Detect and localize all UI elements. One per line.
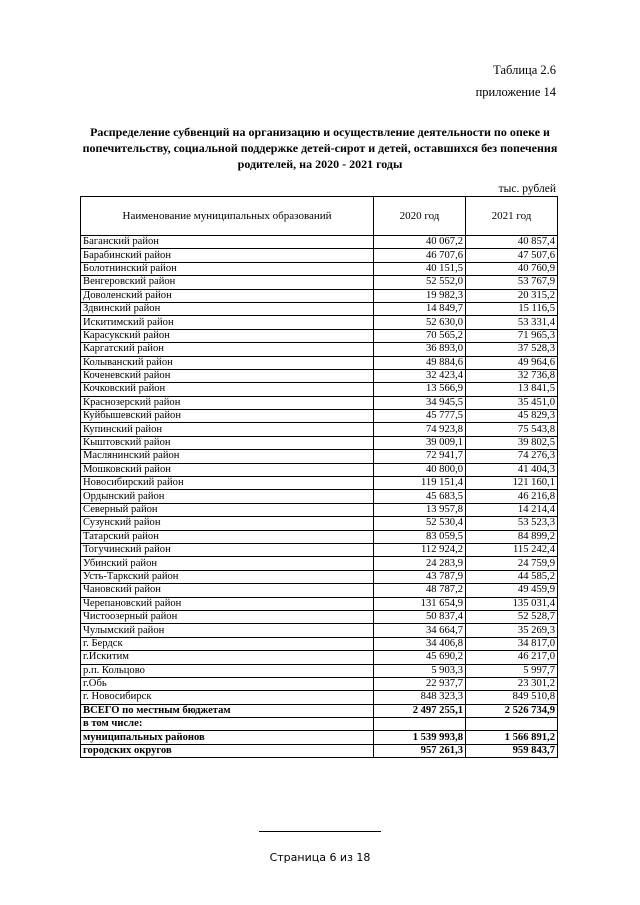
cell-name: городских округов	[81, 744, 374, 757]
cell-name: Коченевский район	[81, 369, 374, 382]
cell-2021: 35 269,3	[466, 624, 558, 637]
cell-2021: 13 841,5	[466, 383, 558, 396]
cell-2020: 34 664,7	[374, 624, 466, 637]
page-number: Страница 6 из 18	[269, 851, 371, 864]
cell-2020: 32 423,4	[374, 369, 466, 382]
cell-name: Северный район	[81, 503, 374, 516]
cell-2020: 13 566,9	[374, 383, 466, 396]
cell-name: Татарский район	[81, 530, 374, 543]
cell-2020: 39 009,1	[374, 436, 466, 449]
cell-name: муниципальных районов	[81, 731, 374, 744]
cell-name: Чулымский район	[81, 624, 374, 637]
cell-2021: 49 459,9	[466, 584, 558, 597]
cell-2020: 957 261,3	[374, 744, 466, 757]
table-row	[81, 383, 558, 396]
table-row	[81, 637, 558, 650]
subsidy-table	[80, 196, 558, 758]
cell-2020: 45 683,5	[374, 490, 466, 503]
cell-name: Черепановский район	[81, 597, 374, 610]
table-row	[81, 597, 558, 610]
cell-2020: 45 777,5	[374, 410, 466, 423]
table-row	[81, 436, 558, 449]
cell-2020: 2 497 255,1	[374, 704, 466, 717]
cell-2020: 48 787,2	[374, 584, 466, 597]
cell-2020: 50 837,4	[374, 610, 466, 623]
cell-2020: 34 945,5	[374, 396, 466, 409]
cell-2020: 40 151,5	[374, 262, 466, 275]
cell-2020: 13 957,8	[374, 503, 466, 516]
cell-2021: 52 528,7	[466, 610, 558, 623]
cell-name: Краснозерский район	[81, 396, 374, 409]
cell-2021: 45 829,3	[466, 410, 558, 423]
cell-2021: 5 997,7	[466, 664, 558, 677]
cell-2021: 23 301,2	[466, 677, 558, 690]
cell-2021: 849 510,8	[466, 691, 558, 704]
cell-2020: 43 787,9	[374, 570, 466, 583]
cell-2021: 121 160,1	[466, 477, 558, 490]
cell-name: Купинский район	[81, 423, 374, 436]
cell-2020: 40 067,2	[374, 236, 466, 249]
cell-2020: 52 630,0	[374, 316, 466, 329]
empty-cell	[374, 718, 466, 731]
cell-name: Барабинский район	[81, 249, 374, 262]
cell-2020: 52 530,4	[374, 517, 466, 530]
cell-2021: 35 451,0	[466, 396, 558, 409]
cell-name: Усть-Таркский район	[81, 570, 374, 583]
column-header-2021: 2021 год	[466, 197, 558, 236]
table-row	[81, 423, 558, 436]
cell-name: Маслянинский район	[81, 450, 374, 463]
total-row	[81, 704, 558, 717]
cell-name: г.Искитим	[81, 651, 374, 664]
cell-2021: 115 242,4	[466, 543, 558, 556]
cell-2020: 5 903,3	[374, 664, 466, 677]
cell-2020: 112 924,2	[374, 543, 466, 556]
cell-2021: 15 116,5	[466, 302, 558, 315]
cell-2021: 75 543,8	[466, 423, 558, 436]
table-row	[81, 262, 558, 275]
table-row	[81, 329, 558, 342]
cell-2021: 47 507,6	[466, 249, 558, 262]
cell-name: Искитимский район	[81, 316, 374, 329]
table-row	[81, 236, 558, 249]
cell-2021: 2 526 734,9	[466, 704, 558, 717]
table-number: Таблица 2.6	[493, 63, 556, 77]
cell-name: Кочковский район	[81, 383, 374, 396]
table-row	[81, 503, 558, 516]
cell-name: Новосибирский район	[81, 477, 374, 490]
cell-2021: 32 736,8	[466, 369, 558, 382]
cell-2021: 1 566 891,2	[466, 731, 558, 744]
cell-2020: 45 690,2	[374, 651, 466, 664]
table-row	[81, 450, 558, 463]
cell-2020: 52 552,0	[374, 276, 466, 289]
cell-name: Венгеровский район	[81, 276, 374, 289]
cell-2020: 70 565,2	[374, 329, 466, 342]
cell-name: Доволенский район	[81, 289, 374, 302]
footer-divider	[259, 831, 381, 832]
cell-name: р.п. Кольцово	[81, 664, 374, 677]
cell-name: Баганский район	[81, 236, 374, 249]
table-row	[81, 463, 558, 476]
table-row	[81, 664, 558, 677]
cell-2020: 19 982,3	[374, 289, 466, 302]
cell-name: Куйбышевский район	[81, 410, 374, 423]
cell-name: Карасукский район	[81, 329, 374, 342]
subtotal-row	[81, 744, 558, 757]
subtotal-row	[81, 731, 558, 744]
cell-2020: 34 406,8	[374, 637, 466, 650]
table-row	[81, 316, 558, 329]
table-header-row	[81, 197, 558, 236]
including-row	[81, 718, 558, 731]
table-row	[81, 543, 558, 556]
cell-2020: 74 923,8	[374, 423, 466, 436]
cell-name: г.Обь	[81, 677, 374, 690]
table-row	[81, 584, 558, 597]
table-row	[81, 530, 558, 543]
cell-2021: 49 964,6	[466, 356, 558, 369]
table-row	[81, 410, 558, 423]
cell-2020: 72 941,7	[374, 450, 466, 463]
cell-name: г. Новосибирск	[81, 691, 374, 704]
cell-2021: 20 315,2	[466, 289, 558, 302]
document-title: Распределение субвенций на организацию и осуществление деятельности по опеке и попечительству, социальной поддержке детей-сирот и детей, оставшихся без попечения родителей, на 2020 - 2021 годы	[82, 125, 558, 171]
table-row	[81, 343, 558, 356]
cell-2021: 24 759,9	[466, 557, 558, 570]
empty-cell	[466, 718, 558, 731]
cell-name: Чистоозерный район	[81, 610, 374, 623]
table-row	[81, 691, 558, 704]
cell-2020: 848 323,3	[374, 691, 466, 704]
table-row	[81, 369, 558, 382]
cell-name: Кыштовский район	[81, 436, 374, 449]
cell-2021: 41 404,3	[466, 463, 558, 476]
cell-2020: 36 893,0	[374, 343, 466, 356]
cell-2020: 83 059,5	[374, 530, 466, 543]
table-row	[81, 302, 558, 315]
cell-2021: 40 857,4	[466, 236, 558, 249]
table-row	[81, 624, 558, 637]
cell-2020: 119 151,4	[374, 477, 466, 490]
cell-name: Чановский район	[81, 584, 374, 597]
cell-2021: 959 843,7	[466, 744, 558, 757]
cell-2021: 84 899,2	[466, 530, 558, 543]
cell-2021: 74 276,3	[466, 450, 558, 463]
cell-name: г. Бердск	[81, 637, 374, 650]
cell-2020: 49 884,6	[374, 356, 466, 369]
appendix-label: приложение 14	[475, 85, 556, 99]
table-row	[81, 490, 558, 503]
table-row	[81, 477, 558, 490]
cell-name: Убинский район	[81, 557, 374, 570]
cell-2021: 34 817,0	[466, 637, 558, 650]
cell-name: ВСЕГО по местным бюджетам	[81, 704, 374, 717]
cell-name: Сузунский район	[81, 517, 374, 530]
table-row	[81, 651, 558, 664]
cell-name: Болотнинский район	[81, 262, 374, 275]
cell-2020: 22 937,7	[374, 677, 466, 690]
cell-2021: 135 031,4	[466, 597, 558, 610]
table-row	[81, 557, 558, 570]
cell-2021: 44 585,2	[466, 570, 558, 583]
cell-2021: 37 528,3	[466, 343, 558, 356]
table-row	[81, 517, 558, 530]
cell-2020: 46 707,6	[374, 249, 466, 262]
cell-2020: 24 283,9	[374, 557, 466, 570]
table-body	[81, 236, 558, 758]
cell-2021: 53 767,9	[466, 276, 558, 289]
cell-name: Ордынский район	[81, 490, 374, 503]
cell-2021: 39 802,5	[466, 436, 558, 449]
cell-name: Колыванский район	[81, 356, 374, 369]
cell-2021: 46 216,8	[466, 490, 558, 503]
cell-2021: 46 217,0	[466, 651, 558, 664]
table-row	[81, 356, 558, 369]
units-label: тыс. рублей	[498, 183, 556, 195]
cell-name: Каргатский район	[81, 343, 374, 356]
cell-2021: 53 331,4	[466, 316, 558, 329]
cell-2021: 14 214,4	[466, 503, 558, 516]
cell-2020: 14 849,7	[374, 302, 466, 315]
including-label: в том числе:	[81, 718, 374, 731]
column-header-name: Наименование муниципальных образований	[81, 197, 374, 236]
cell-2021: 71 965,3	[466, 329, 558, 342]
table-row	[81, 570, 558, 583]
cell-name: Мошковский район	[81, 463, 374, 476]
cell-2020: 131 654,9	[374, 597, 466, 610]
cell-name: Тогучинский район	[81, 543, 374, 556]
cell-2020: 40 800,0	[374, 463, 466, 476]
table-row	[81, 677, 558, 690]
table-row	[81, 289, 558, 302]
table-row	[81, 276, 558, 289]
table-row	[81, 610, 558, 623]
table-row	[81, 249, 558, 262]
cell-2020: 1 539 993,8	[374, 731, 466, 744]
cell-2021: 53 523,3	[466, 517, 558, 530]
cell-name: Здвинский район	[81, 302, 374, 315]
cell-2021: 40 760,9	[466, 262, 558, 275]
column-header-2020: 2020 год	[374, 197, 466, 236]
table-row	[81, 396, 558, 409]
